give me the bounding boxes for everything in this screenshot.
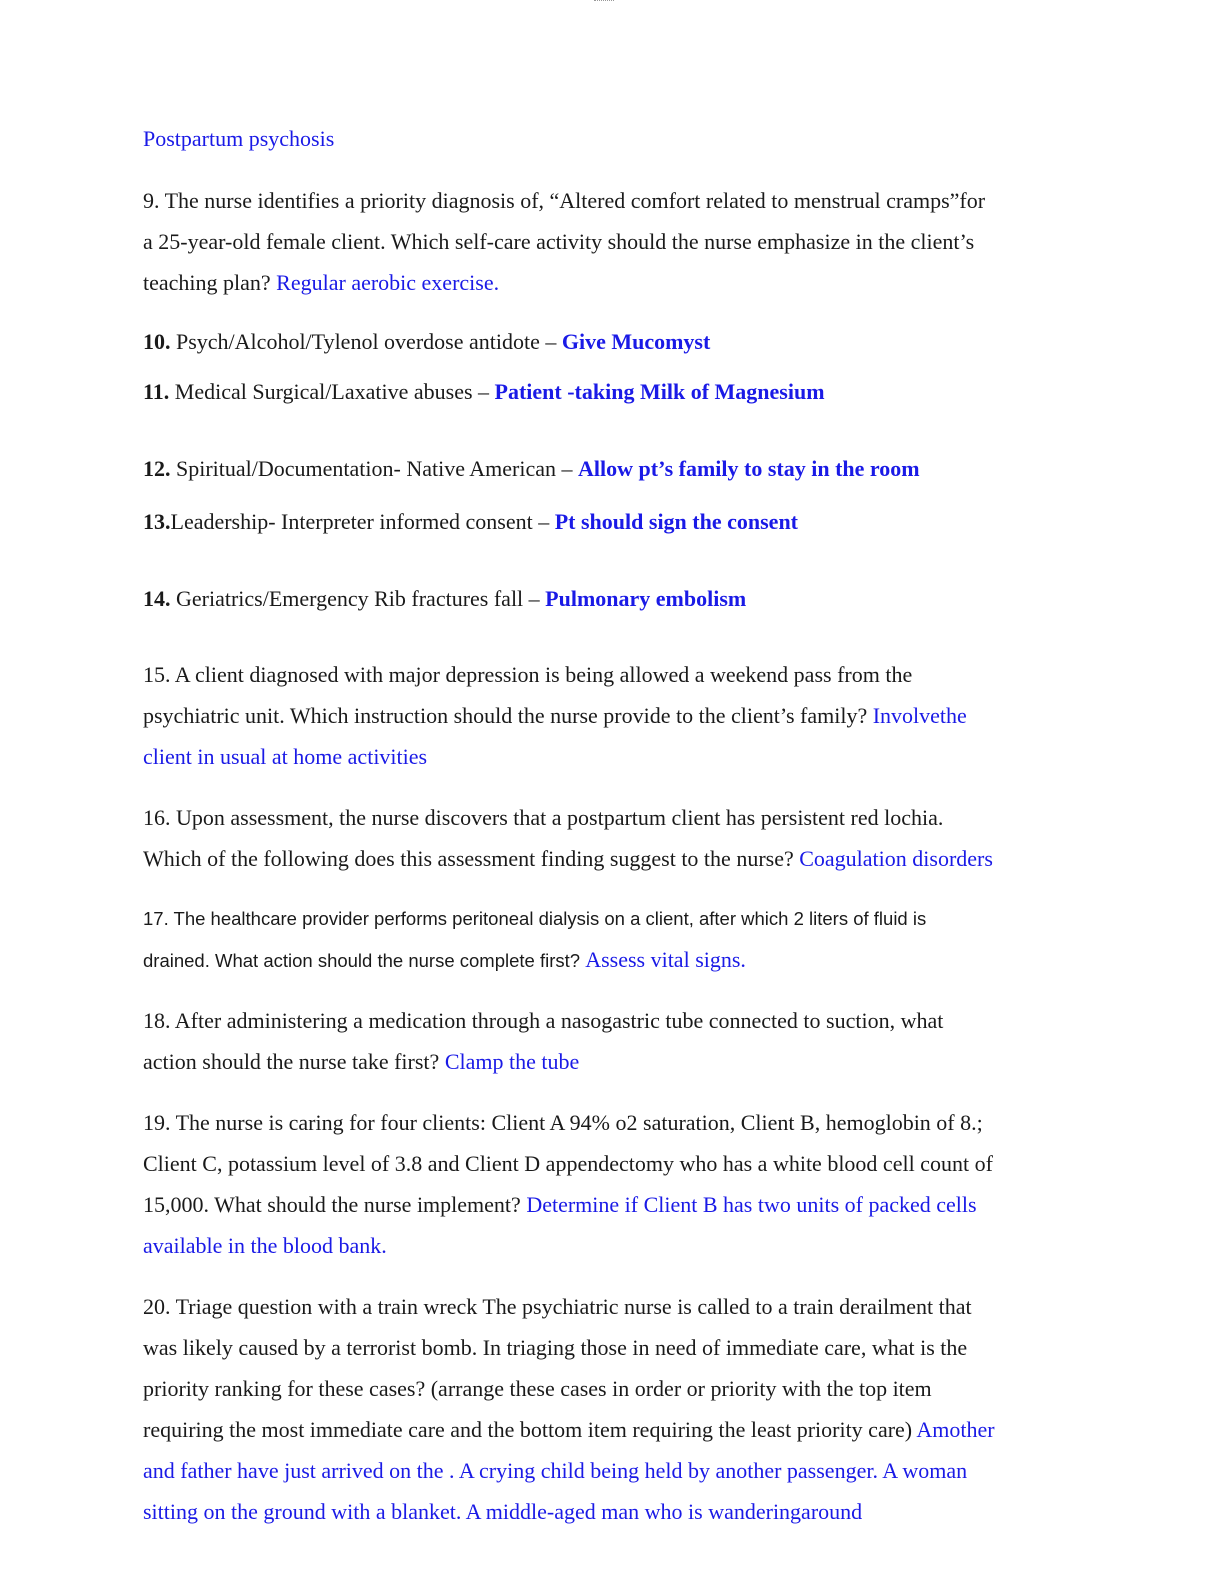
question-11-number: 11.	[143, 379, 170, 404]
question-14-answer: Pulmonary embolism	[545, 586, 747, 611]
question-18-text: action should the nurse take first?	[143, 1049, 445, 1074]
question-20-line-2: was likely caused by a terrorist bomb. In triaging those in need of immediate care, what is the	[143, 1335, 968, 1360]
question-13	[143, 509, 798, 535]
question-10-text: Psych/Alcohol/Tylenol overdose antidote –	[170, 329, 562, 354]
question-14	[143, 586, 746, 612]
question-14-number: 14.	[143, 586, 171, 611]
question-15-line-1: 15. A client diagnosed with major depression is being allowed a weekend pass from the	[143, 662, 913, 687]
question-16-text: Which of the following does this assessment finding suggest to the nurse?	[143, 846, 800, 871]
question-17-line-1: 17. The healthcare provider performs peritoneal dialysis on a client, after which 2 liters of fluid is	[143, 908, 927, 929]
question-12-answer: Allow pt’s family to stay in the room	[578, 456, 920, 481]
question-16-line-2	[143, 846, 993, 872]
question-20-line-3: priority ranking for these cases? (arrange these cases in order or priority with the top item	[143, 1376, 932, 1401]
question-10-answer: Give Mucomyst	[561, 329, 711, 354]
question-19-line-2: Client C, potassium level of 3.8 and Client D appendectomy who has a white blood cell count of	[143, 1151, 993, 1176]
question-19-text: 15,000. What should the nurse implement?	[143, 1192, 527, 1217]
question-15-line-2	[143, 703, 967, 729]
question-11	[143, 379, 825, 405]
question-9-line-2: a 25-year-old female client. Which self-care activity should the nurse emphasize in the client’s	[143, 229, 975, 254]
question-13-number: 13.	[143, 509, 171, 534]
question-16-answer: Coagulation disorders	[799, 846, 993, 871]
question-9-answer: Regular aerobic exercise.	[276, 270, 500, 295]
question-10-number: 10.	[143, 329, 171, 354]
question-12-text: Spiritual/Documentation- Native American –	[170, 456, 579, 481]
question-13-text: Leadership- Interpreter informed consent –	[170, 509, 555, 534]
question-19-line-3	[143, 1192, 977, 1218]
question-20-answer-part-2: and father have just arrived on the . A crying child being held by another passenger. A woman	[143, 1458, 968, 1483]
question-16-line-1: 16. Upon assessment, the nurse discovers that a postpartum client has persistent red lochia.	[143, 805, 944, 830]
page-header-mark	[594, 0, 614, 4]
question-9-text: teaching plan?	[143, 270, 277, 295]
question-10	[143, 329, 710, 355]
question-17-text: drained. What action should the nurse complete first?	[143, 950, 586, 971]
question-20-text: requiring the most immediate care and the bottom item requiring the least priority care)	[143, 1417, 917, 1442]
question-13-answer: Pt should sign the consent	[554, 509, 799, 534]
question-14-text: Geriatrics/Emergency Rib fractures fall –	[170, 586, 546, 611]
question-20-line-1: 20. Triage question with a train wreck The psychiatric nurse is called to a train derailment that	[143, 1294, 972, 1319]
question-20-answer-part-3: sitting on the ground with a blanket. A middle-aged man who is wanderingaround	[143, 1499, 863, 1524]
question-17-answer: Assess vital signs.	[585, 947, 746, 972]
question-11-answer: Patient -taking Milk of Magnesium	[494, 379, 825, 404]
question-11-text: Medical Surgical/Laxative abuses –	[169, 379, 495, 404]
question-19-answer-part-1: Determine if Client B has two units of packed cells	[526, 1192, 977, 1217]
question-9-line-1: 9. The nurse identifies a priority diagnosis of, “Altered comfort related to menstrual cramps”for	[143, 188, 986, 213]
question-9-line-3	[143, 270, 499, 296]
question-12-number: 12.	[143, 456, 171, 481]
question-12	[143, 456, 920, 482]
question-18-line-1: 18. After administering a medication through a nasogastric tube connected to suction, what	[143, 1008, 944, 1033]
question-17-line-2	[143, 947, 746, 974]
question-20-answer-part-1: Amother	[916, 1417, 995, 1442]
question-15-answer-part-1: Involvethe	[872, 703, 967, 728]
question-15-text: psychiatric unit. Which instruction should the nurse provide to the client’s family?	[143, 703, 873, 728]
question-19-line-1: 19. The nurse is caring for four clients: Client A 94% o2 saturation, Client B, hemoglobin of 8.;	[143, 1110, 983, 1135]
question-19-answer-part-2: available in the blood bank.	[143, 1233, 387, 1258]
question-18-answer: Clamp the tube	[444, 1049, 580, 1074]
question-15-answer-part-2: client in usual at home activities	[143, 744, 428, 769]
question-18-line-2	[143, 1049, 579, 1075]
question-20-line-4	[143, 1417, 995, 1443]
section-heading: Postpartum psychosis	[143, 126, 335, 151]
